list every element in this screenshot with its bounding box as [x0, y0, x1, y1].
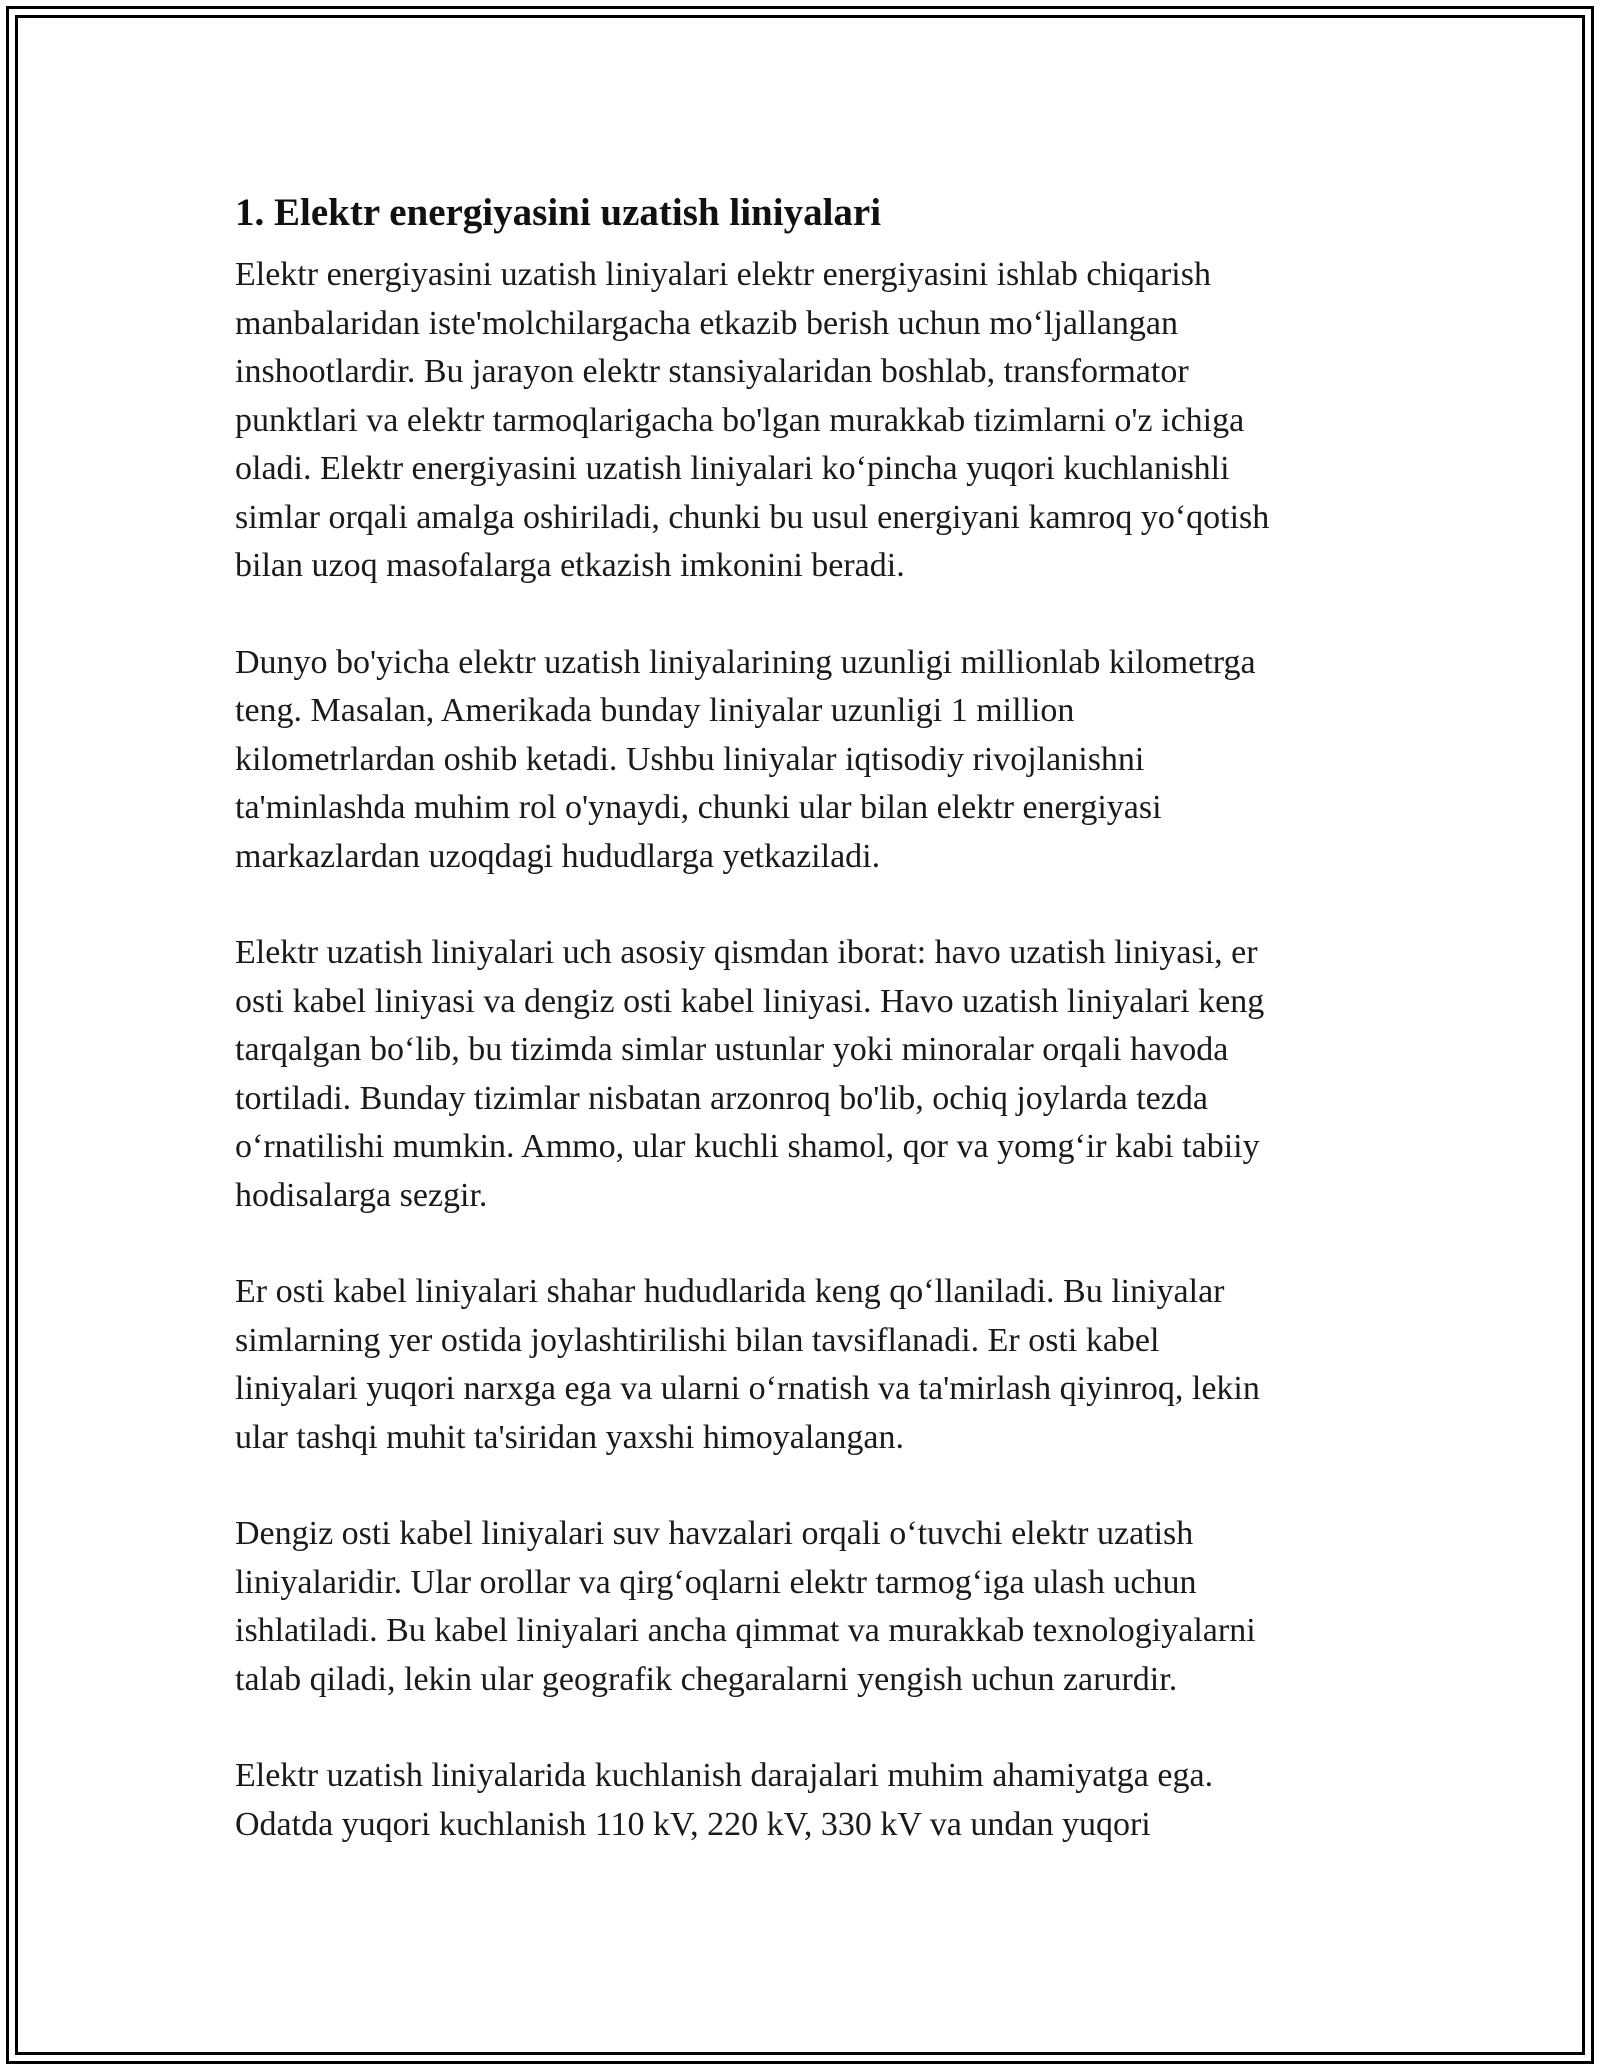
paragraph-5	[235, 1510, 1375, 1704]
section-heading: 1. Elektr energiyasini uzatish liniyalari	[235, 191, 882, 234]
paragraph-2	[235, 639, 1375, 882]
text-line: markazlardan uzoqdagi hududlarga yetkaziladi.	[235, 837, 881, 875]
paragraph-3	[235, 929, 1375, 1220]
text-line: hodisalarga sezgir.	[235, 1176, 488, 1214]
text-line: ishlatiladi. Bu kabel liniyalari ancha qimmat va murakkab texnologiyalarni	[235, 1612, 1256, 1649]
text-line: ular tashqi muhit ta'siridan yaxshi himoyalangan.	[235, 1418, 904, 1456]
text-line: Er osti kabel liniyalari shahar hududlarida keng qo‘llaniladi. Bu liniyalar	[235, 1273, 1225, 1310]
text-line: Dengiz osti kabel liniyalari suv havzalari orqali o‘tuvchi elektr uzatish	[235, 1515, 1194, 1552]
text-line: oladi. Elektr energiyasini uzatish liniyalari ko‘pincha yuqori kuchlanishli	[235, 450, 1230, 487]
text-line: ta'minlashda muhim rol o'ynaydi, chunki ular bilan elektr energiyasi	[235, 789, 1162, 826]
text-line: punktlari va elektr tarmoqlarigacha bo'lgan murakkab tizimlarni o'z ichiga	[235, 401, 1245, 439]
text-line: manbalaridan iste'molchilargacha etkazib berish uchun mo‘ljallangan	[235, 304, 1178, 342]
text-line: Elektr energiyasini uzatish liniyalari elektr energiyasini ishlab chiqarish	[235, 256, 1211, 293]
text-line: Dunyo bo'yicha elektr uzatish liniyalarining uzunligi millionlab kilometrga	[235, 643, 1256, 681]
paragraph-4	[235, 1268, 1375, 1462]
text-line: simlarning yer ostida joylashtirilishi bilan tavsiflanadi. Er osti kabel	[235, 1321, 1160, 1359]
document-body	[235, 185, 1375, 1897]
text-line: Elektr uzatish liniyalari uch asosiy qismdan iborat: havo uzatish liniyasi, er	[235, 934, 1258, 971]
text-line: liniyalari yuqori narxga ega va ularni o‘rnatish va ta'mirlash qiyinroq, lekin	[235, 1370, 1260, 1407]
text-line: talab qiladi, lekin ular geografik chegaralarni yengish uchun zarurdir.	[235, 1660, 1178, 1698]
text-line: inshootlardir. Bu jarayon elektr stansiyalaridan boshlab, transformator	[235, 353, 1189, 390]
text-line: bilan uzoq masofalarga etkazish imkonini beradi.	[235, 547, 905, 584]
text-line: Elektr uzatish liniyalarida kuchlanish darajalari muhim ahamiyatga ega.	[235, 1757, 1214, 1794]
text-line: kilometrlardan oshib ketadi. Ushbu liniyalar iqtisodiy rivojlanishni	[235, 740, 1145, 778]
text-line: liniyalaridir. Ular orollar va qirg‘oqlarni elektr tarmog‘iga ulash uchun	[235, 1563, 1197, 1601]
text-line: tortiladi. Bunday tizimlar nisbatan arzonroq bo'lib, ochiq joylarda tezda	[235, 1079, 1208, 1117]
text-line: teng. Masalan, Amerikada bunday liniyalar uzunligi 1 million	[235, 692, 1075, 729]
text-line: simlar orqali amalga oshiriladi, chunki bu usul energiyani kamroq yo‘qotish	[235, 498, 1270, 536]
text-line: Odatda yuqori kuchlanish 110 kV, 220 kV, 330 kV va undan yuqori	[235, 1805, 1151, 1843]
text-line: osti kabel liniyasi va dengiz osti kabel liniyasi. Havo uzatish liniyalari keng	[235, 982, 1265, 1020]
text-line: o‘rnatilishi mumkin. Ammo, ular kuchli shamol, qor va yomg‘ir kabi tabiiy	[235, 1128, 1260, 1165]
text-line: tarqalgan bo‘lib, bu tizimda simlar ustunlar yoki minoralar orqali havoda	[235, 1031, 1229, 1068]
paragraph-6	[235, 1752, 1375, 1849]
paragraph-1	[235, 251, 1375, 591]
